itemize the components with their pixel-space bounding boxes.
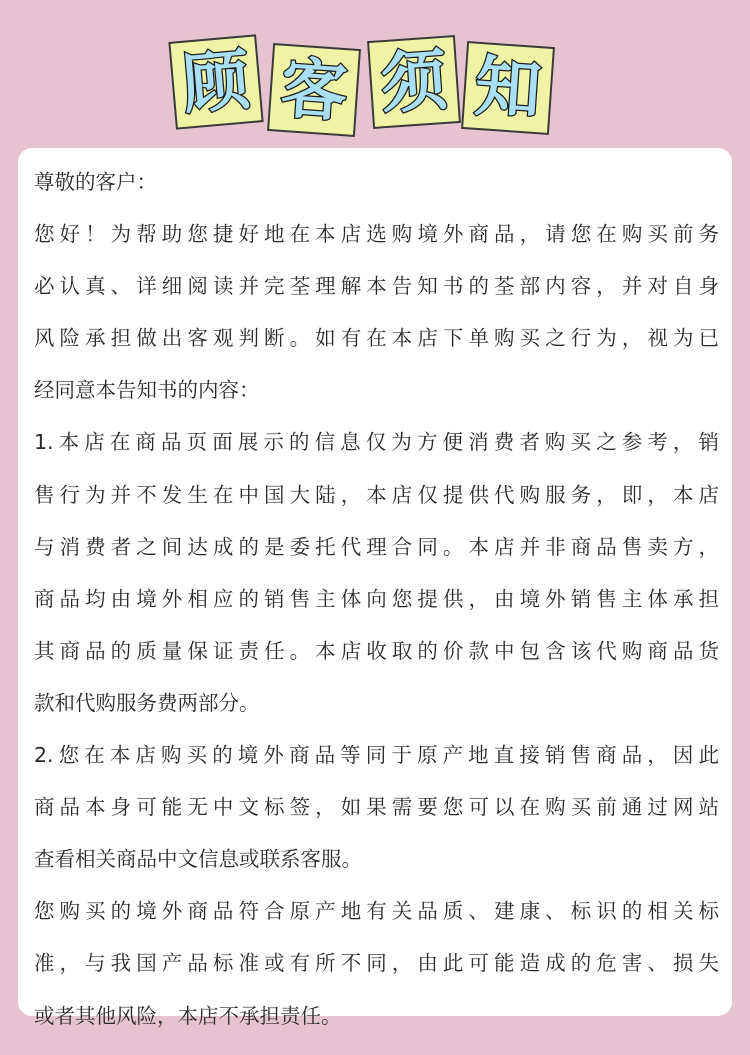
notice-line: 您购买的境外商品符合原产地有关品质、建康、标识的相关标	[34, 899, 719, 924]
title-tile	[461, 41, 555, 135]
notice-line: 查看相关商品中文信息或联系客服。	[34, 847, 362, 872]
notice-line: 售行为并不发生在中国大陆，本店仅提供代购服务，即，本店	[34, 482, 719, 507]
title-tile	[367, 35, 461, 129]
title-char: 顾	[179, 40, 253, 124]
notice-line: 您好！为帮助您捷好地在本店选购境外商品，请您在购买前务	[34, 222, 719, 247]
notice-line: 尊敬的客户：	[34, 170, 157, 194]
notice-line: 风险承担做出客观判断。如有在本店下单购买之行为，视为已	[34, 326, 719, 351]
title-tile	[267, 43, 361, 137]
notice-line: 必认真、详细阅读并完荃理解本告知书的荃部内容，并对自身	[34, 274, 719, 299]
title-char: 客	[278, 48, 350, 132]
notice-content	[34, 156, 719, 1042]
notice-line: 经同意本告知书的内容：	[34, 378, 260, 403]
title-banner	[0, 0, 750, 150]
notice-line: 与消费者之间达成的是委托代理合同。本店并非商品售卖方，	[34, 534, 719, 559]
notice-card	[18, 148, 732, 1028]
title-tile	[168, 34, 263, 129]
notice-line: 准，与我国产品标准或有所不同，由此可能造成的危害、损失	[34, 951, 719, 976]
notice-line: 商品均由境外相应的销售主体向您提供，由境外销售主体承担	[34, 586, 719, 611]
notice-line: 其商品的质量保证责任。本店收取的价款中包含该代购商品货	[34, 638, 719, 663]
title-char: 须	[378, 40, 450, 124]
notice-line: 或者其他风险，本店不承担责任。	[34, 1003, 342, 1028]
notice-line: 2.您在本店购买的境外商品等同于原产地直接销售商品，因此	[34, 743, 719, 768]
title-char: 知	[472, 46, 544, 130]
notice-line: 1.本店在商品页面展示的信息仅为方便消费者购买之参考，销	[34, 430, 719, 455]
notice-line: 商品本身可能无中文标签，如果需要您可以在购买前通过网站	[34, 795, 719, 820]
notice-line: 款和代购服务费两部分。	[34, 690, 260, 715]
